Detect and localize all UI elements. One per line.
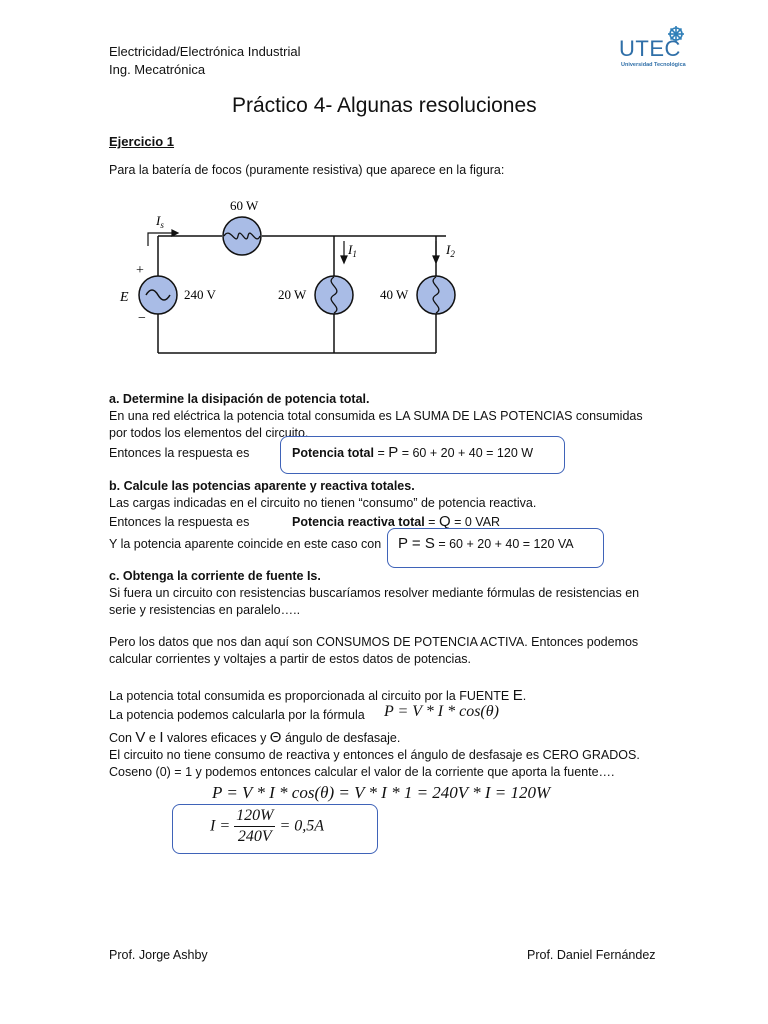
lamp-40w-label: 40 W (380, 287, 409, 302)
result-formula: I = $\frac{120W}{240V}$ = 0,5A (210, 807, 325, 845)
part-c-p5: Con V e I valores eficaces y Θ ángulo de desfasaje. (109, 729, 401, 746)
part-a-heading: a. Determine la disipación de potencia total. (109, 392, 370, 406)
header-course: Electricidad/Electrónica Industrial (109, 44, 301, 59)
part-c-p7: Coseno (0) = 1 y podemos entonces calcular el valor de la corriente que aporta la fuente…. (109, 765, 615, 779)
part-b-answer: Potencia reactiva total = Q = 0 VAR (292, 513, 501, 530)
part-c-p2-l1: Pero los datos que nos dan aquí son CONSUMOS DE POTENCIA ACTIVA. Entonces podemos (109, 635, 639, 649)
part-a-answer-prefix: Entonces la respuesta es (109, 446, 250, 460)
part-c-p2-l2: calcular corrientes y voltajes a partir de estos datos de potencias. (109, 652, 471, 666)
source-voltage: 240 V (184, 287, 216, 302)
part-a-line1: En una red eléctrica la potencia total consumida es LA SUMA DE LAS POTENCIAS consumidas (109, 409, 643, 423)
part-a-line2: por todos los elementos del circuito. (109, 426, 309, 440)
part-c-p4: La potencia podemos calcularla por la fórmula (109, 708, 365, 722)
plus-sign: + (136, 263, 144, 278)
exercise-intro: Para la batería de focos (puramente resistiva) que aparece en la figura: (109, 163, 505, 177)
lamp-top-label: 60 W (230, 198, 259, 213)
header-program: Ing. Mecatrónica (109, 62, 206, 77)
lamp-20w-label: 20 W (278, 287, 307, 302)
logo-subtitle: Universidad Tecnológica (621, 62, 686, 68)
part-b-answer-prefix: Entonces la respuesta es (109, 515, 250, 529)
footer-left: Prof. Jorge Ashby (109, 948, 208, 962)
part-b-apparent: P = S = 60 + 20 + 40 = 120 VA (398, 535, 574, 552)
current-s-label: $I_s$ (156, 213, 164, 230)
utec-logo (612, 24, 692, 72)
part-b-heading: b. Calcule las potencias aparente y reactiva totales. (109, 479, 415, 493)
part-c-p6: El circuito no tiene consumo de reactiva y entonces el ángulo de desfasaje es CERO GRADOS. (109, 748, 640, 762)
minus-sign: − (138, 311, 146, 326)
part-b-line1: Las cargas indicadas en el circuito no tienen “consumo” de potencia reactiva. (109, 496, 537, 510)
circuit-diagram (110, 190, 490, 370)
logo-text: UTEC (619, 36, 681, 61)
lamp-60w (223, 217, 261, 255)
part-b-line3: Y la potencia aparente coincide en este caso con (109, 537, 382, 551)
formula-power: P = V * I * cos(θ) (384, 703, 499, 720)
page-title: Práctico 4- Algunas resoluciones (232, 94, 537, 117)
part-a-answer: Potencia total = P = 60 + 20 + 40 = 120 W (292, 444, 534, 461)
part-c-p1-l2: serie y resistencias en paralelo….. (109, 603, 301, 617)
exercise-heading: Ejercicio 1 (109, 134, 175, 149)
part-c-p1-l1: Si fuera un circuito con resistencias buscaríamos resolver mediante fórmulas de resistencias en (109, 586, 640, 600)
footer-right: Prof. Daniel Fernández (527, 948, 656, 962)
current-2-label: $I_2$ (446, 242, 455, 259)
formula-derivation: P = V * I * cos(θ) = V * I * 1 = 240V * I = 120W (212, 783, 551, 802)
part-c-heading: c. Obtenga la corriente de fuente Is. (109, 569, 321, 583)
current-1-label: $I_1$ (348, 242, 357, 259)
source-label: E (120, 290, 129, 305)
part-c-p3: La potencia total consumida es proporcionada al circuito por la FUENTE E. (109, 687, 527, 704)
